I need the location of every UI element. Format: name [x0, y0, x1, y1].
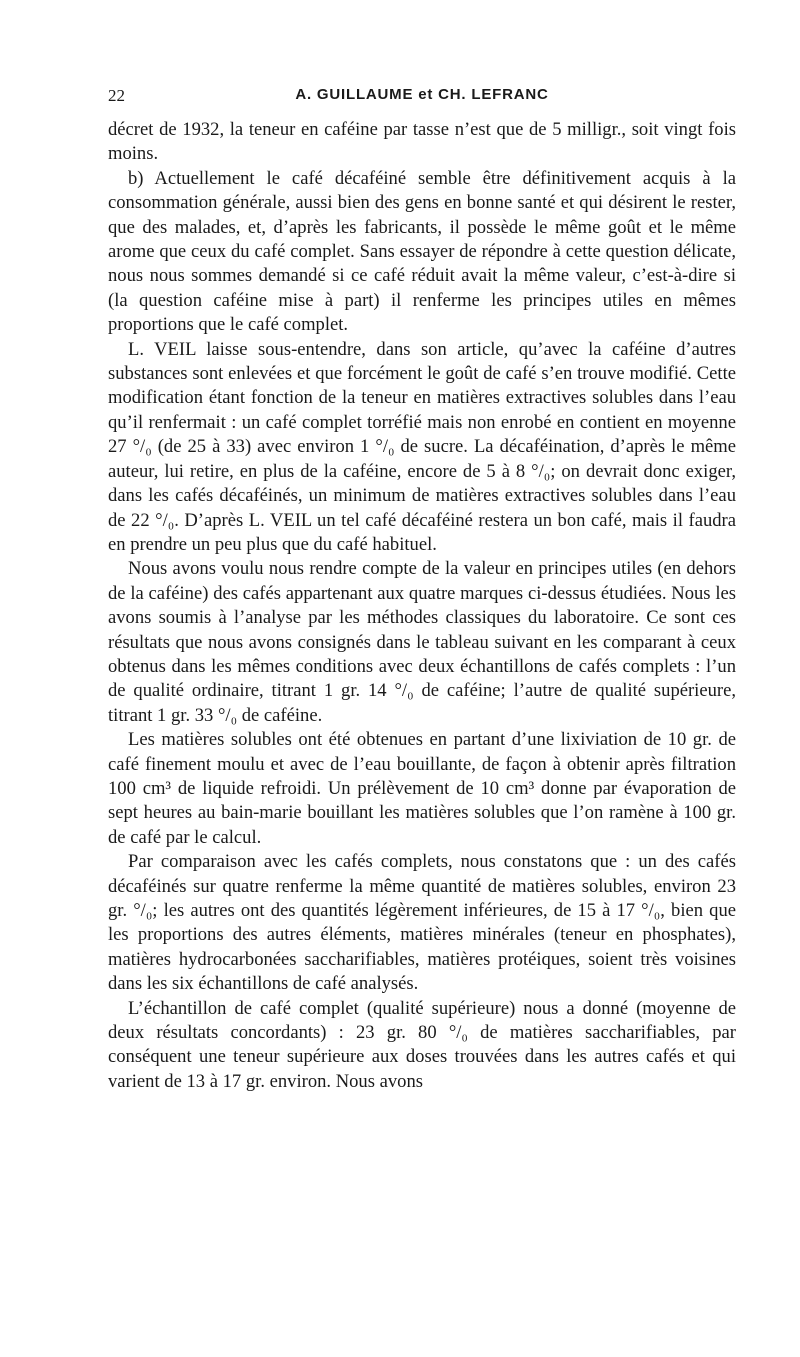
page-header: [108, 86, 736, 110]
paragraph: Nous avons voulu nous rendre compte de la valeur en principes utiles (en dehors de la caféine) des cafés appartenant aux quatre marques ci-dessus étudiées. Nous les avons soumis à l’analyse par les méthodes classiques du laboratoire. Ce sont ces résultats que nous avons consignés dans le tableau suivant en les comparant à ceux obtenus dans les mêmes conditions avec deux échantillons de cafés complets : l’un de qualité ordinaire, titrant 1 gr. 14 °/₀ de caféine; l’autre de qualité supérieure, titrant 1 gr. 33 °/₀ de caféine.: [108, 558, 736, 726]
paragraph: Par comparaison avec les cafés complets, nous constatons que : un des cafés décaféinés sur quatre renferme la même quantité de matières solubles, environ 23 gr. °/₀; les autres ont des quantités légèrement inférieures, de 15 à 17 °/₀, bien que les proportions des autres éléments, matières minérales (teneur en phosphates), matières hydrocarbonées saccharifiables, matières protéiques, soient très voisines dans les six échantillons de café analysés.: [108, 851, 736, 995]
paragraph: Les matières solubles ont été obtenues en partant d’une lixiviation de 10 gr. de café finement moulu et avec de l’eau bouillante, de façon à obtenir après filtration 100 cm³ de liquide refroidi. Un prélèvement de 10 cm³ donne par évaporation de sept heures au bain-marie bouillant les matières solubles que l’on ramène à 100 gr. de café par le calcul.: [108, 729, 736, 848]
paragraph: b) Actuellement le café décaféiné semble être définitivement acquis à la consommation générale, aussi bien des gens en bonne santé et qui désirent le rester, que des malades, et, d’après les fabricants, il possède le même goût et le même arome que ceux du café complet. Sans essayer de répondre à cette question délicate, nous nous sommes demandé si ce café réduit avait la même valeur, c’est-à-dire si (la question caféine mise à part) il renferme les principes utiles en mêmes proportions que le café complet.: [108, 167, 736, 336]
paragraph: L’échantillon de café complet (qualité supérieure) nous a donné (moyenne de deux résultats concordants) : 23 gr. 80 °/₀ de matières saccharifiables, par conséquent une teneur supérieure aux doses trouvées dans les autres cafés et qui varient de 13 à 17 gr. environ. Nous avons: [108, 997, 736, 1092]
paragraph: L. VEIL laisse sous-entendre, dans son article, qu’avec la caféine d’autres substances sont enlevées et que forcément le goût de café s’en trouve modifié. Cette modification étant fonction de la teneur en matières extractives solubles dans l’eau qu’il renfermait : un café complet torréfié mais non enrobé en contient en moyenne 27 °/₀ (de 25 à 33) avec environ 1 °/₀ de sucre. La décaféination, d’après le même auteur, lui retire, en plus de la caféine, encore de 5 à 8 °/₀; on devrait donc exiger, dans les cafés décaféinés, un minimum de matières extractives solubles dans l’eau de 22 °/₀. D’après L. VEIL un tel café décaféiné restera un bon café, mais il faudra en prendre un peu plus que du café habituel.: [108, 338, 736, 555]
page-number: 22: [108, 86, 125, 105]
running-head: A. GUILLAUME et CH. LEFRANC: [295, 86, 549, 103]
paragraph: décret de 1932, la teneur en caféine par tasse n’est que de 5 milligr., soit vingt fois moins.: [108, 119, 736, 165]
body-text: [108, 118, 736, 1094]
